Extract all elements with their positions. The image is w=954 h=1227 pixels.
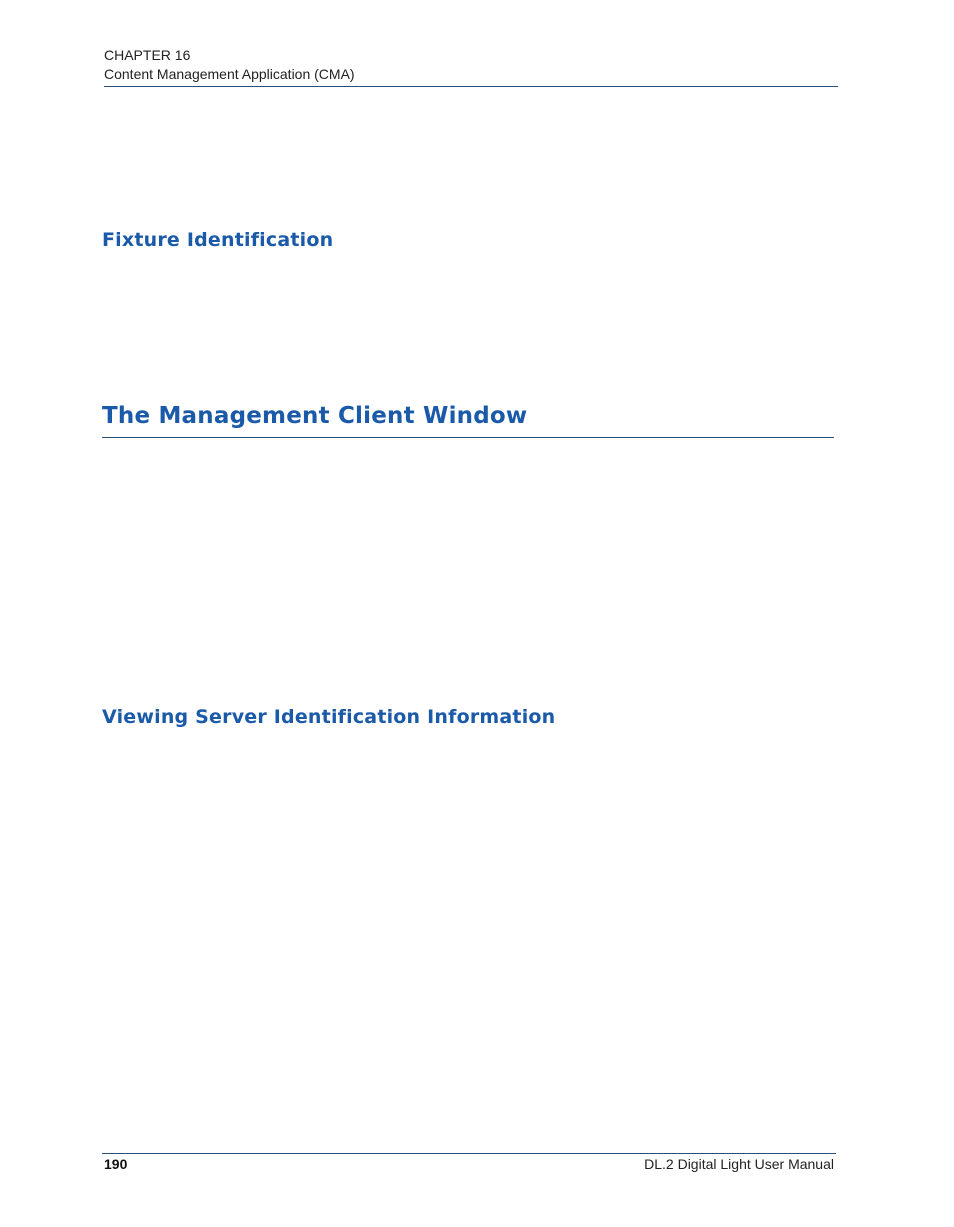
chapter-number: CHAPTER 16 [104,47,191,63]
section-heading-management-client-window: The Management Client Window [102,403,528,429]
footer-rule [102,1153,836,1154]
section-heading-fixture-identification: Fixture Identification [102,229,334,251]
manual-title: DL.2 Digital Light User Manual [644,1156,834,1172]
page-number: 190 [104,1156,128,1172]
section-heading-viewing-server-identification: Viewing Server Identification Information [102,706,556,728]
header-rule [104,86,838,87]
section-heading-rule [102,437,834,438]
chapter-title: Content Management Application (CMA) [104,66,355,82]
running-header [104,46,838,84]
